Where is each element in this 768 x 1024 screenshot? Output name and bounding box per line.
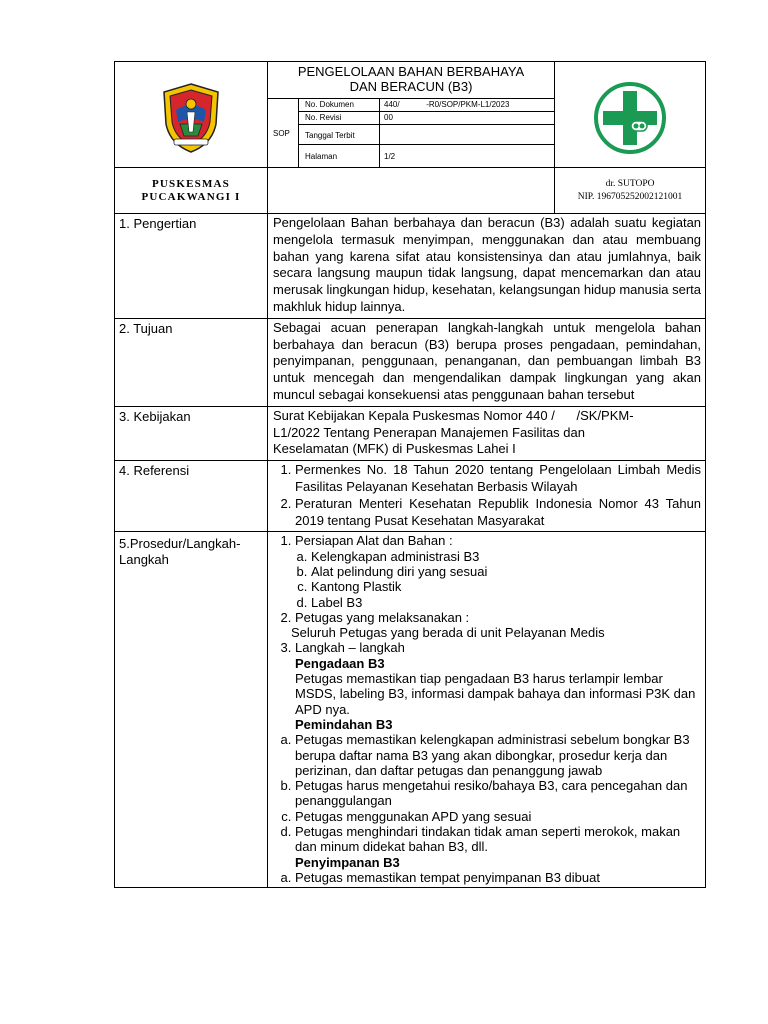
sop-table	[114, 61, 706, 888]
tujuan-text: Sebagai acuan penerapan langkah-langkah untuk mengelola bahan berbahaya dan beracun (B3) berupa proses pengadaan, pemindahan, penyimpanan, penggunaan, penanganan, dan pembuangan limbah B3 untuk mencegah dan mengendalikan dampak lingkungan yang akan muncul sebagai konsekuensi atas penggunaan bahan tersebut	[268, 318, 706, 406]
pemindahan-item: b. Petugas harus mengetahui resiko/bahaya B3, cara pencegahan dan penanggulangan	[295, 778, 701, 809]
step-langkah	[295, 640, 701, 655]
step-persiapan-title: Persiapan Alat dan Bahan :	[295, 533, 453, 549]
referensi-item: 1. Permenkes No. 18 Tahun 2020 tentang Pengelolaan Limbah Medis Fasilitas Pelayanan Kesehatan Berbasis Wilayah	[295, 462, 701, 496]
meta-label-halaman: Halaman	[299, 145, 380, 168]
meta-label-no-revisi: No. Revisi	[299, 112, 380, 125]
pengadaan-title: Pengadaan B3	[295, 655, 385, 671]
section-prosedur	[115, 532, 706, 888]
signer-nip: NIP. 196705252002121001	[577, 191, 683, 202]
referensi-label: 4. Referensi	[115, 461, 268, 532]
section-tujuan	[115, 318, 706, 406]
referensi-item: 2. Peraturan Menteri Kesehatan Republik Indonesia Nomor 43 Tahun 2019 tentang Pusat Kesehatan Masyarakat	[295, 496, 701, 530]
section-kebijakan	[115, 406, 706, 460]
referensi-list	[268, 461, 706, 532]
signer-block	[555, 168, 706, 214]
regency-logo-cell	[115, 62, 268, 168]
pengertian-label: 1. Pengertian	[115, 214, 268, 319]
prosedur-content	[268, 532, 706, 888]
step-petugas-text: Seluruh Petugas yang berada di unit Pelayanan Medis	[291, 625, 605, 641]
tujuan-label: 2. Tujuan	[115, 318, 268, 406]
pemindahan-item: d. Petugas menghindari tindakan tidak aman seperti merokok, makan dan minum didekat bahan B3, dll.	[295, 824, 701, 855]
title-line-1: PENGELOLAAN BAHAN BERBAHAYA	[297, 64, 525, 79]
pemindahan-title: Pemindahan B3	[295, 716, 393, 732]
signature-space	[268, 168, 555, 214]
step-langkah-title: Langkah – langkah	[295, 640, 405, 656]
step-petugas	[295, 610, 701, 625]
kebijakan-line-1: Surat Kebijakan Kepala Puskesmas Nomor 440 / /SK/PKM-	[273, 407, 634, 423]
pengadaan-text: Petugas memastikan tiap pengadaan B3 harus terlampir lembar MSDS, labeling B3, informasi dampak bahaya dan informasi P3K dan APD nya.	[295, 671, 696, 717]
regency-emblem-icon	[160, 82, 222, 154]
penyimpanan-item: a. Petugas memastikan tempat penyimpanan B3 dibuat	[295, 870, 701, 885]
org-line-2: PUCAKWANGI I	[141, 190, 241, 203]
sop-label: SOP	[268, 99, 299, 168]
section-pengertian	[115, 214, 706, 319]
step-persiapan	[295, 533, 701, 609]
puskesmas-logo-cell	[555, 62, 706, 168]
pemindahan-item: a. Petugas memastikan kelengkapan administrasi sebelum bongkar B3 berupa daftar nama B3 yang akan dibongkar, prosedur kerja dan perizinan, dan daftar petugas dan penanggung jawab	[295, 732, 701, 778]
penyimpanan-title: Penyimpanan B3	[295, 854, 400, 870]
document-title	[268, 62, 555, 99]
persiapan-item: a. Kelengkapan administrasi B3	[311, 549, 701, 564]
meta-value-halaman: 1/2	[380, 145, 555, 168]
meta-label-no-dokumen: No. Dokumen	[299, 99, 380, 112]
pengertian-text: Pengelolaan Bahan berbahaya dan beracun (B3) adalah suatu kegiatan mengelola termasuk menyimpan, menggunakan dan atau membuang bahan yang karena sifat atau konsistensinya dan atau jumlahnya, baik secara langsung maupun tidak langsung, dapat mencemarkan dan atau merusak lingkungan hidup, kesehatan, kelangsungan hidup manusia serta makhluk hidup lainnya.	[268, 214, 706, 319]
meta-value-tanggal-terbit	[380, 125, 555, 145]
kebijakan-line-2: L1/2022 Tentang Penerapan Manajemen Fasilitas dan	[273, 424, 585, 440]
meta-label-tanggal-terbit: Tanggal Terbit	[299, 125, 380, 145]
puskesmas-logo-icon	[593, 81, 667, 155]
signer-name: dr. SUTOPO	[605, 178, 655, 189]
meta-value-no-revisi: 00	[380, 112, 555, 125]
persiapan-item: c. Kantong Plastik	[311, 579, 701, 594]
step-petugas-title: Petugas yang melaksanakan :	[295, 609, 470, 625]
persiapan-item: b. Alat pelindung diri yang sesuai	[311, 564, 701, 579]
title-line-2: DAN BERACUN (B3)	[349, 79, 473, 94]
pemindahan-item: c. Petugas menggunakan APD yang sesuai	[295, 809, 701, 824]
org-line-1: PUSKESMAS	[151, 177, 231, 190]
section-referensi	[115, 461, 706, 532]
kebijakan-text	[268, 406, 706, 460]
organization-name	[115, 168, 268, 214]
sop-document	[114, 61, 705, 888]
persiapan-item: d. Label B3	[311, 595, 701, 610]
prosedur-label: 5.Prosedur/Langkah-Langkah	[115, 532, 268, 888]
kebijakan-label: 3. Kebijakan	[115, 406, 268, 460]
kebijakan-line-3: Keselamatan (MFK) di Puskesmas Lahei I	[273, 441, 516, 457]
meta-value-no-dokumen: 440/ -R0/SOP/PKM-L1/2023	[380, 99, 555, 112]
